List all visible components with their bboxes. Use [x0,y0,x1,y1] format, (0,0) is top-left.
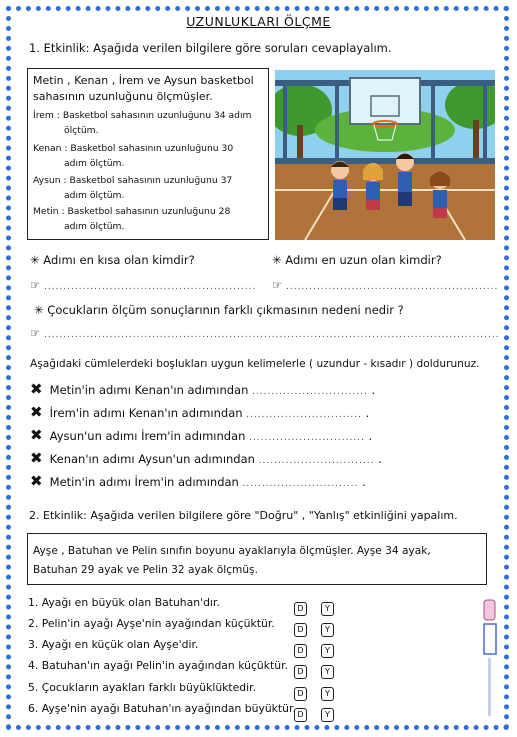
answer-line-2[interactable]: ☞ ....................................................... [272,278,499,292]
fill-item[interactable]: ✖ Metin'in adımı İrem'in adımından .............................. . [30,472,366,490]
fill-item[interactable]: ✖ Kenan'ın adımı Aysun'un adımından .............................. . [30,449,382,467]
basketball-court-illustration [275,70,495,240]
fill-blank-instruction: Aşağıdaki cümlelerdeki boşlukları uygun kelimelerle ( uzundur - kısadır ) doldurunuz. [30,358,480,370]
box1-line-6: adım ölçtüm. [64,158,125,169]
question-shortest-step: ✳ Adımı en kısa olan kimdir? [30,253,195,267]
statement-3: 3. Ayağı en küçük olan Ayşe'dir. [28,638,199,651]
answer-line-3[interactable]: ☞ ...................................................................................................................... [30,326,500,340]
page-title: UZUNLUKLARI ÖLÇME [186,14,331,29]
fill-item[interactable]: ✖ İrem'in adımı Kenan'ın adımından .............................. . [30,403,370,421]
activity1-heading: 1. Etkinlik: Aşağıda verilen bilgilere göre soruları cevaplayalım. [29,41,392,55]
cross-icon: ✖ [30,403,43,421]
side-logo [483,598,497,718]
activity2-info-box [27,533,487,585]
dogru-box[interactable]: D [294,687,307,701]
box1-line-9: Metin : Basketbol sahasının uzunluğunu 28 [33,206,231,217]
box1-line-10: adım ölçtüm. [64,221,125,232]
statement-4: 4. Batuhan'ın ayağı Pelin'in ayağından küçüktür. [28,659,288,672]
statement-2: 2. Pelin'in ayağı Ayşe'nin ayağından küçüktür. [28,617,275,630]
box2-line-2: Batuhan 29 ayak ve Pelin 32 ayak ölçmüş. [33,564,258,576]
fill-item[interactable]: ✖ Metin'in adımı Kenan'ın adımından .............................. . [30,380,376,398]
box1-line-4: ölçtüm. [64,125,99,136]
yanlis-box[interactable]: Y [321,708,334,722]
cross-icon: ✖ [30,472,43,490]
box1-line-5: Kenan : Basketbol sahasının uzunluğunu 30 [33,143,234,154]
box1-line-1: Metin , Kenan , İrem ve Aysun basketbol [33,74,254,87]
yanlis-box[interactable]: Y [321,687,334,701]
cross-icon: ✖ [30,449,43,467]
yanlis-box[interactable]: Y [321,602,334,616]
answer-line-1[interactable]: ☞ ....................................................... [30,278,257,292]
dogru-box[interactable]: D [294,665,307,679]
dy-choice-5[interactable] [294,681,348,701]
yanlis-box[interactable]: Y [321,665,334,679]
box1-line-3: İrem : Basketbol sahasının uzunluğunu 34 adım [33,110,252,121]
dy-choice-3[interactable] [294,638,348,658]
box1-line-7: Aysun : Basketbol sahasının uzunluğunu 37 [33,175,233,186]
statement-5: 5. Çocukların ayakları farklı büyüklüktedir. [28,681,257,694]
box1-line-8: adım ölçtüm. [64,190,125,201]
dogru-box[interactable]: D [294,644,307,658]
dy-choice-6[interactable] [294,702,348,722]
dogru-box[interactable]: D [294,602,307,616]
box2-line-1: Ayşe , Batuhan ve Pelin sınıfın boyunu ayaklarıyla ölçmüşler. Ayşe 34 ayak, [33,545,431,557]
fill-item[interactable]: ✖ Aysun'un adımı İrem'in adımından .............................. . [30,426,373,444]
pointing-hand-icon: ☞ [272,278,283,292]
yanlis-box[interactable]: Y [321,644,334,658]
statement-1: 1. Ayağı en büyük olan Batuhan'dır. [28,596,220,609]
dy-choice-1[interactable] [294,596,348,616]
yanlis-box[interactable]: Y [321,623,334,637]
dy-choice-4[interactable] [294,659,348,679]
dogru-box[interactable]: D [294,623,307,637]
question-longest-step: ✳ Adımı en uzun olan kimdir? [272,253,442,267]
cross-icon: ✖ [30,380,43,398]
box1-line-2: sahasının uzunluğunu ölçmüşler. [33,90,213,103]
activity2-heading: 2. Etkinlik: Aşağıda verilen bilgilere göre "Doğru" , "Yanlış" etkinliğini yapalım. [29,509,458,522]
question-difference-reason: ✳ Çocukların ölçüm sonuçlarının farklı çıkmasının nedeni nedir ? [34,303,404,317]
pointing-hand-icon: ☞ [30,326,41,340]
statement-6: 6. Ayşe'nin ayağı Batuhan'ın ayağından büyüktür. [28,702,296,715]
dy-choice-2[interactable] [294,617,348,637]
dogru-box[interactable]: D [294,708,307,722]
pointing-hand-icon: ☞ [30,278,41,292]
cross-icon: ✖ [30,426,43,444]
